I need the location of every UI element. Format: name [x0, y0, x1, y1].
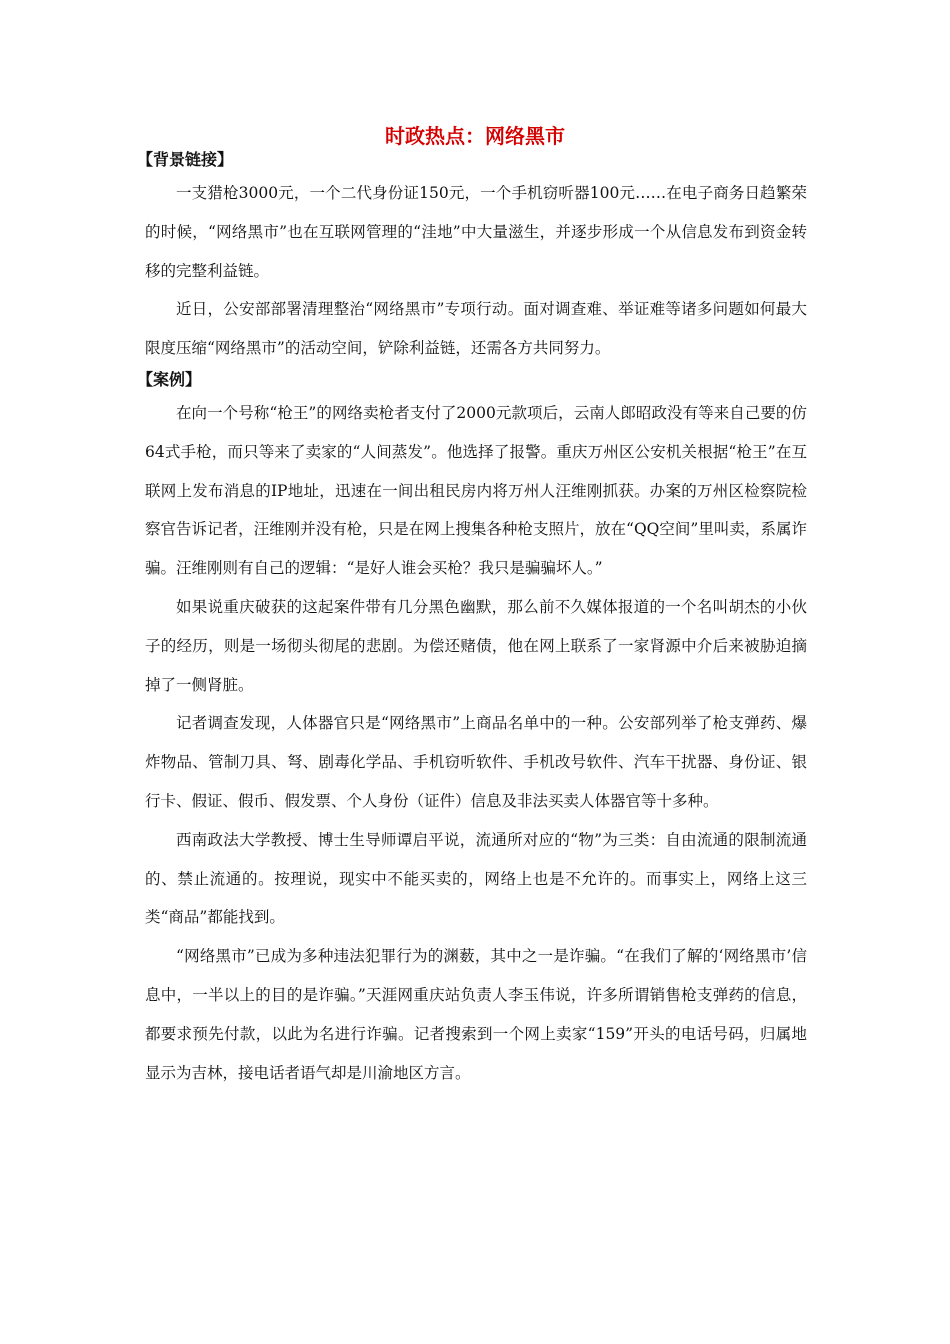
paragraph: 近日，公安部部署清理整治“网络黑市”专项行动。面对调查难、举证难等诸多问题如何最大限度压缩“网络黑市”的活动空间，铲除利益链，还需各方共同努力。 — [145, 300, 807, 358]
paragraph: 在向一个号称“枪王”的网络卖枪者支付了2000元款项后，云南人郎昭政没有等来自己要的仿64式手枪，而只等来了卖家的“人间蒸发”。他选择了报警。重庆万州区公安机关根据“枪王”在互联网上发布消息的IP地址，迅速在一间出租民房内将万州人汪维刚抓获。办案的万州区检察院检察官告诉记者，汪维刚并没有枪，只是在网上搜集各种枪支照片，放在“QQ空间”里叫卖，系属诈骗。汪维刚则有自己的逻辑：“是好人谁会买枪？我只是骗骗坏人。” — [145, 403, 807, 578]
page-title: 时政热点：网络黑市 — [385, 124, 565, 148]
document-body — [137, 148, 807, 1092]
section-heading-background: 【背景链接】 — [137, 150, 234, 169]
paragraph: “网络黑市”已成为多种违法犯罪行为的渊薮，其中之一是诈骗。“在我们了解的‘网络黑市’信息中，一半以上的目的是诈骗。”天涯网重庆站负责人李玉伟说，许多所谓销售枪支弹药的信息，都要求预先付款，以此为名进行诈骗。记者搜索到一个网上卖家“159”开头的电话号码，归属地显示为吉林，接电话者语气却是川渝地区方言。 — [145, 947, 807, 1082]
section-heading-case: 【案例】 — [137, 369, 202, 389]
paragraph: 一支猎枪3000元，一个二代身份证150元，一个手机窃听器100元……在电子商务日趋繁荣的时候，“网络黑市”也在互联网管理的“洼地”中大量滋生，并逐步形成一个从信息发布到资金转移的完整利益链。 — [145, 184, 807, 280]
paragraph: 记者调查发现，人体器官只是“网络黑市”上商品名单中的一种。公安部列举了枪支弹药、爆炸物品、管制刀具、弩、剧毒化学品、手机窃听软件、手机改号软件、汽车干扰器、身份证、银行卡、假证、假币、假发票、个人身份（证件）信息及非法买卖人体器官等十多种。 — [145, 714, 807, 810]
paragraph: 如果说重庆破获的这起案件带有几分黑色幽默，那么前不久媒体报道的一个名叫胡杰的小伙子的经历，则是一场彻头彻尾的悲剧。为偿还赌债，他在网上联系了一家肾源中介后来被胁迫摘掉了一侧肾脏。 — [145, 597, 807, 694]
paragraph: 西南政法大学教授、博士生导师谭启平说，流通所对应的“物”为三类：自由流通的限制流通的、禁止流通的。按理说，现实中不能买卖的，网络上也是不允许的。而事实上，网络上这三类“商品”都能找到。 — [145, 830, 807, 927]
